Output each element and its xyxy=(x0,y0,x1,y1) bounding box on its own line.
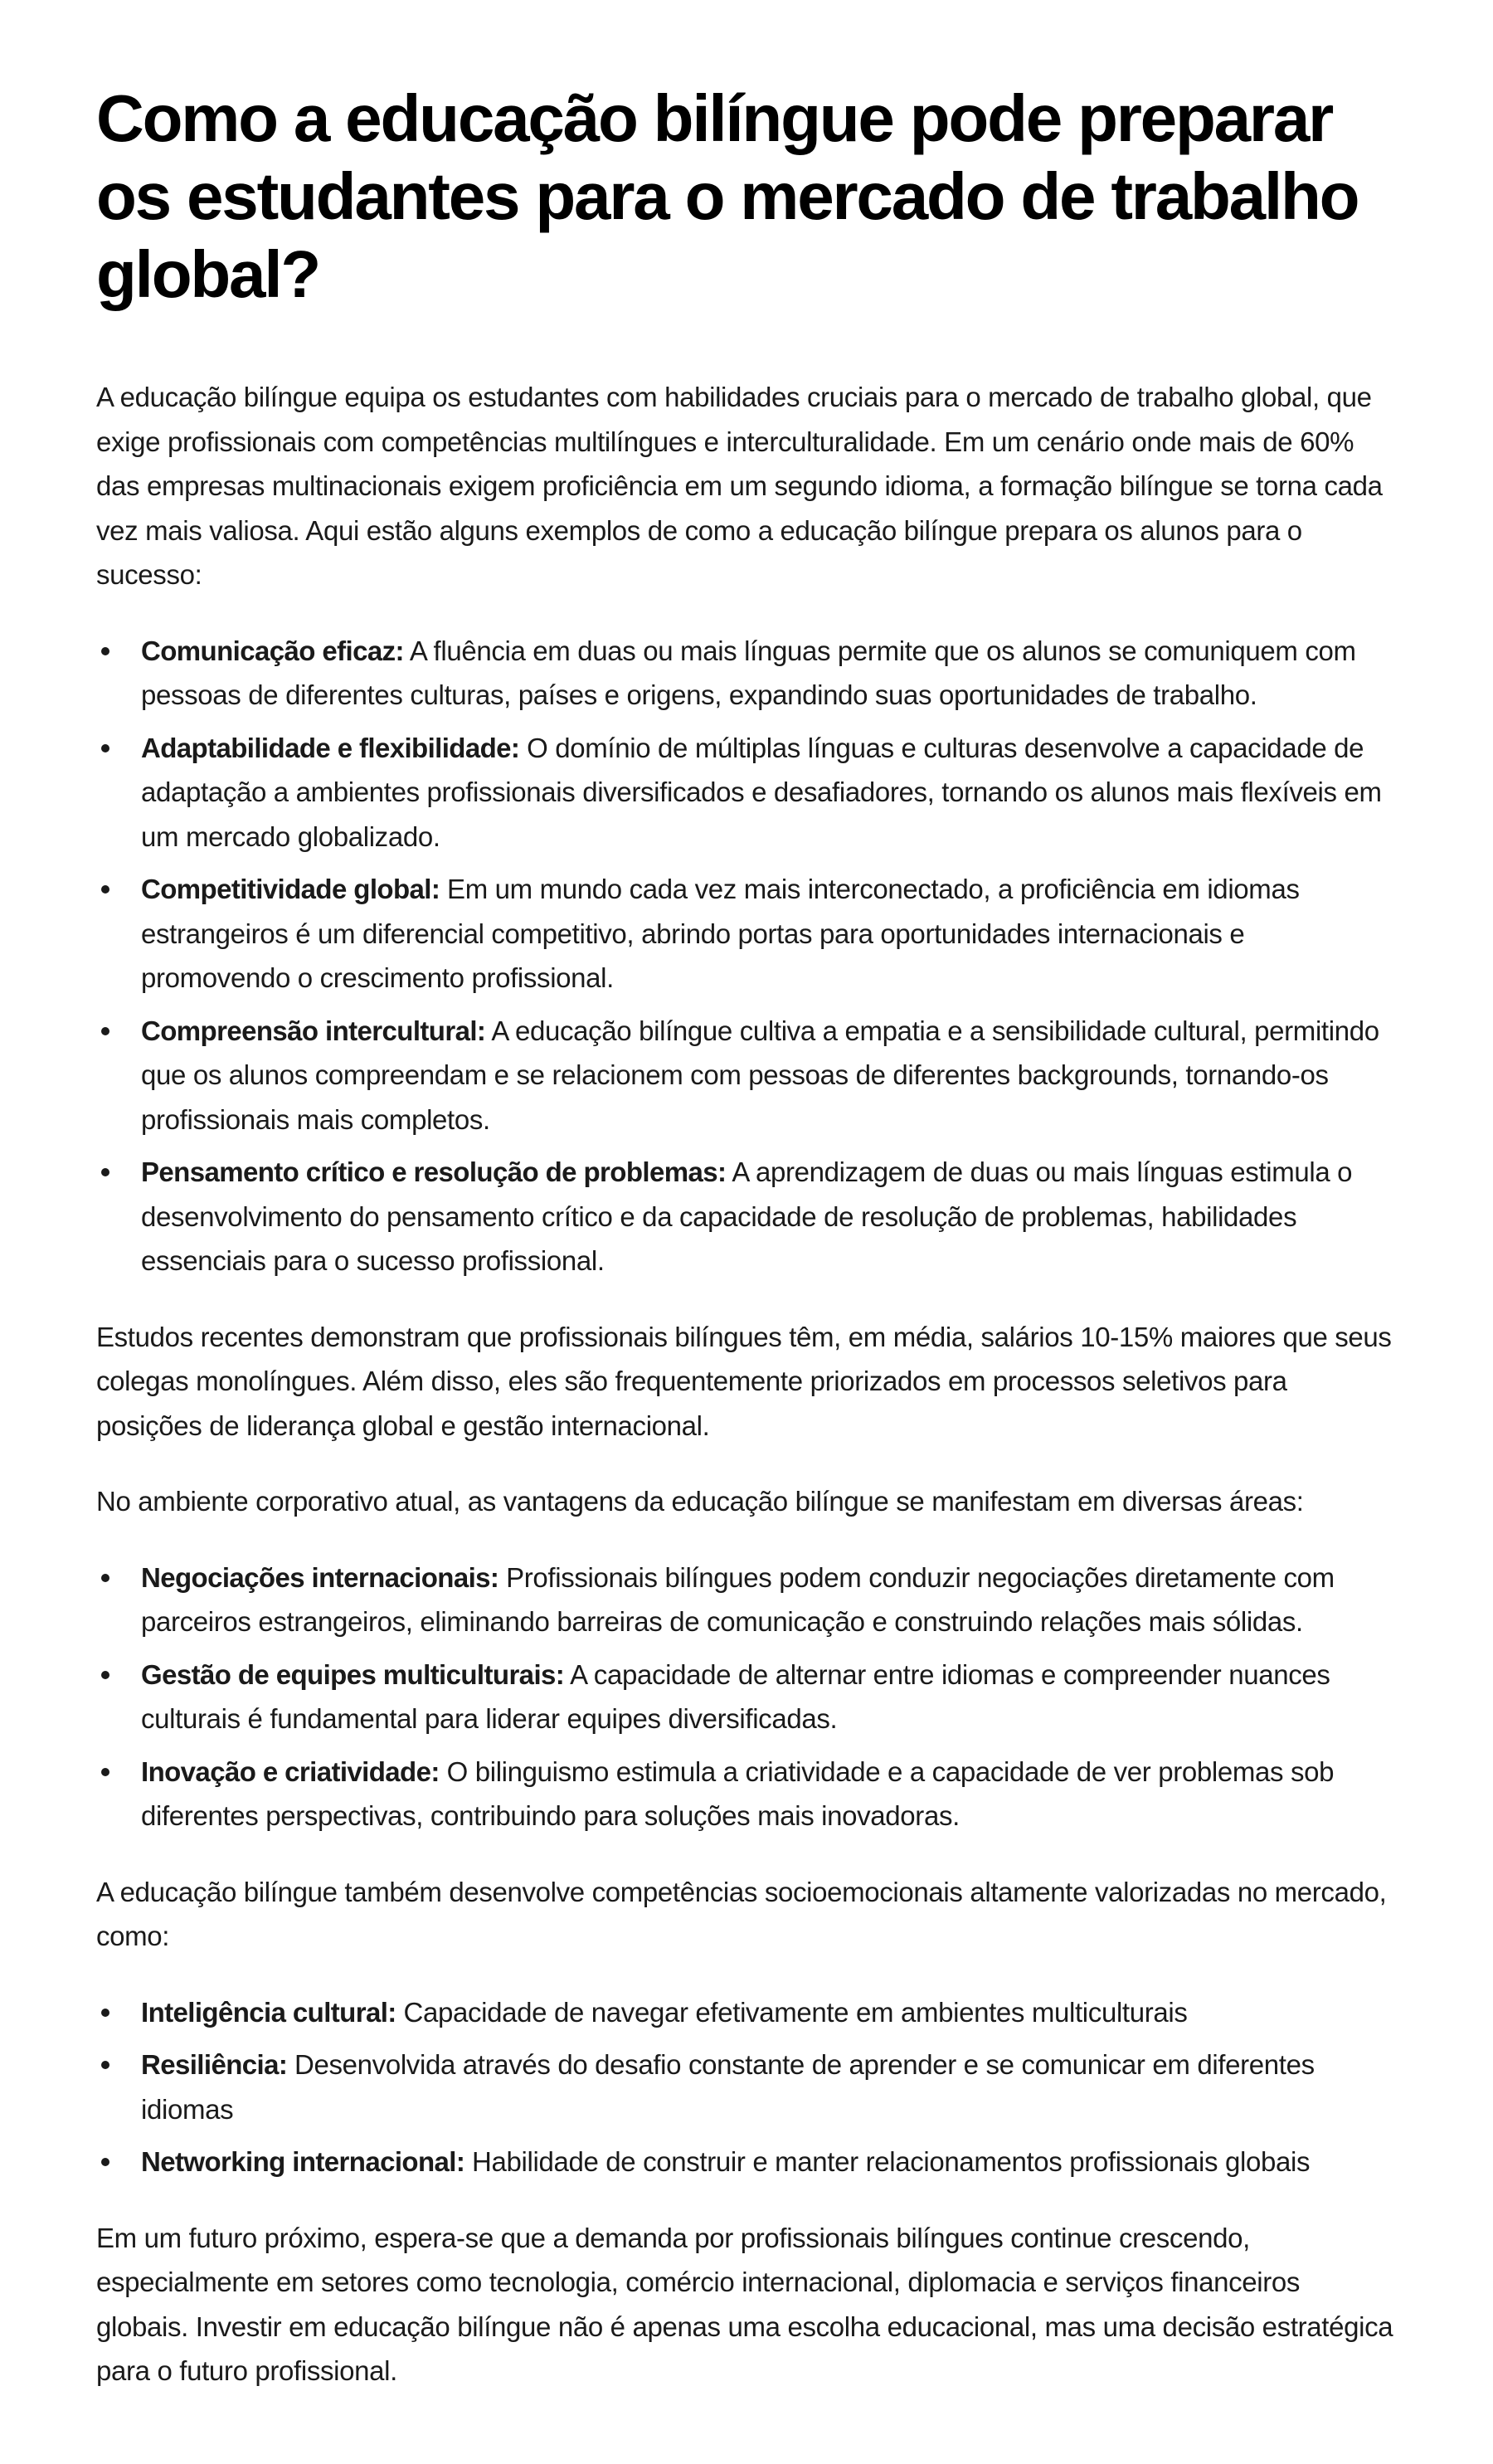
list-item-term: Networking internacional: xyxy=(141,2146,465,2177)
corporate-advantages-list xyxy=(96,1556,1397,1838)
list-item xyxy=(96,1556,1397,1644)
corporate-paragraph: No ambiente corporativo atual, as vantagens da educação bilíngue se manifestam em diversas áreas: xyxy=(96,1486,1304,1517)
list-item-text: A fluência em duas ou mais línguas permite que os alunos se comuniquem com pessoas de diferentes culturas, países e origens, expandindo suas oportunidades de trabalho. xyxy=(141,635,1356,710)
list-item xyxy=(96,629,1397,718)
list-item xyxy=(96,1750,1397,1838)
list-item xyxy=(96,2140,1397,2184)
bullet-icon xyxy=(101,885,109,894)
conclusion-paragraph: Em um futuro próximo, espera-se que a demanda por profissionais bilíngues continue crescendo, especialmente em setores como tecnologia, comércio internacional, diplomacia e serviços financeiros globais. Investir em educação bilíngue não é apenas uma escolha educacional, mas uma decisão estratégica para o futuro profissional. xyxy=(96,2222,1393,2386)
list-item xyxy=(96,1990,1397,2035)
list-item-text: O bilinguismo estimula a criatividade e a capacidade de ver problemas sob diferentes perspectivas, contribuindo para soluções mais inovadoras. xyxy=(141,1755,1335,1831)
list-item-text: Capacidade de navegar efetivamente em ambientes multiculturais xyxy=(396,1996,1188,2028)
list-item xyxy=(96,1009,1397,1142)
list-item-text: Profissionais bilíngues podem conduzir negociações diretamente com parceiros estrangeiros, eliminando barreiras de comunicação e construindo relações mais sólidas. xyxy=(141,1561,1335,1637)
list-item-text: A aprendizagem de duas ou mais línguas estimula o desenvolvimento do pensamento crítico e da capacidade de resolução de problemas, habilidades essenciais para o sucesso profissional. xyxy=(141,1157,1353,1276)
list-item-text: Em um mundo cada vez mais interconectado, a proficiência em idiomas estrangeiros é um diferencial competitivo, abrindo portas para oportunidades internacionais e promovendo o crescimento profissional. xyxy=(141,874,1300,993)
list-item xyxy=(96,1653,1397,1741)
bullet-icon xyxy=(101,1768,109,1776)
bullet-icon xyxy=(101,2009,109,2017)
list-item xyxy=(96,867,1397,1001)
list-item xyxy=(96,1150,1397,1283)
bullet-icon xyxy=(101,1027,109,1035)
list-item-text: Desenvolvida através do desafio constante de aprender e se comunicar em diferentes idiomas xyxy=(141,2049,1315,2125)
list-item-term: Inteligência cultural: xyxy=(141,1996,396,2028)
list-item-term: Gestão de equipes multiculturais: xyxy=(141,1658,565,1690)
list-item-term: Compreensão intercultural: xyxy=(141,1015,486,1046)
bullet-icon xyxy=(101,2061,109,2069)
intro-paragraph: A educação bilíngue equipa os estudantes com habilidades cruciais para o mercado de trabalho global, que exige profissionais com competências multilíngues e interculturalidade. Em um cenário onde mais de 60% das empresas multinacionais exigem proficiência em um segundo idioma, a formação bilíngue se torna cada vez mais valiosa. Aqui estão alguns exemplos de como a educação bilíngue prepara os alunos para o sucesso: xyxy=(96,382,1383,590)
bullet-icon xyxy=(101,2158,109,2166)
list-item-term: Resiliência: xyxy=(141,2049,288,2080)
list-item xyxy=(96,726,1397,859)
bullet-icon xyxy=(101,1671,109,1679)
list-item-term: Pensamento crítico e resolução de problemas: xyxy=(141,1157,727,1187)
list-item-text: A capacidade de alternar entre idiomas e compreender nuances culturais é fundamental para liderar equipes diversificadas. xyxy=(141,1658,1330,1734)
socioemotional-paragraph: A educação bilíngue também desenvolve competências socioemocionais altamente valorizadas no mercado, como: xyxy=(96,1876,1387,1951)
list-item-term: Inovação e criatividade: xyxy=(141,1755,440,1787)
list-item-term: Competitividade global: xyxy=(141,874,440,904)
bullet-icon xyxy=(101,1574,109,1582)
list-item-term: Adaptabilidade e flexibilidade: xyxy=(141,732,520,763)
list-item-text: O domínio de múltiplas línguas e culturas desenvolve a capacidade de adaptação a ambientes profissionais diversificados e desafiadores, tornando os alunos mais flexíveis em um mercado globalizado. xyxy=(141,732,1382,852)
benefits-list xyxy=(96,629,1397,1283)
list-item-text: A educação bilíngue cultiva a empatia e a sensibilidade cultural, permitindo que os alunos compreendam e se relacionem com pessoas de diferentes backgrounds, tornando-os profissionais mais completos. xyxy=(141,1015,1379,1135)
bullet-icon xyxy=(101,647,109,655)
page-title: Como a educação bilíngue pode preparar os estudantes para o mercado de trabalho global? xyxy=(96,81,1359,311)
bullet-icon xyxy=(101,744,109,752)
bullet-icon xyxy=(101,1168,109,1176)
list-item xyxy=(96,2043,1397,2131)
list-item-term: Comunicação eficaz: xyxy=(141,635,404,666)
salary-paragraph: Estudos recentes demonstram que profissionais bilíngues têm, em média, salários 10-15% maiores que seus colegas monolíngues. Além disso, eles são frequentemente priorizados em processos seletivos para posições de liderança global e gestão internacional. xyxy=(96,1321,1392,1441)
socioemotional-list xyxy=(96,1990,1397,2184)
list-item-term: Negociações internacionais: xyxy=(141,1561,499,1593)
list-item-text: Habilidade de construir e manter relacionamentos profissionais globais xyxy=(464,2146,1311,2177)
